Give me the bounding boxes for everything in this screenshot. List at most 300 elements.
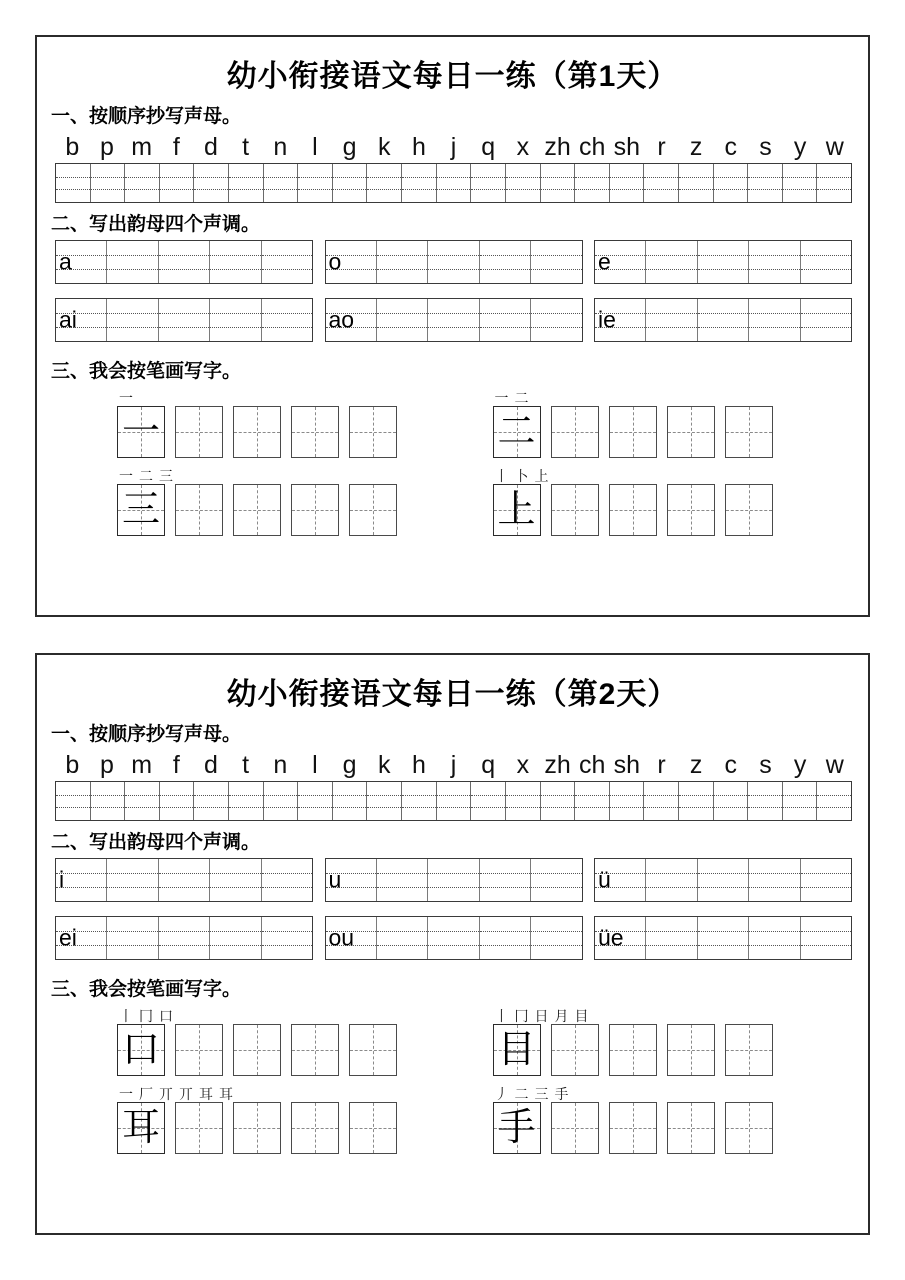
stroke-order-hints [493,464,869,484]
pinyin-write-cell[interactable] [160,164,195,202]
vowel-write-cell[interactable] [698,299,749,341]
tianzige-box[interactable] [349,484,397,536]
model-character: 上 [497,489,536,531]
vowel-group[interactable] [55,240,313,284]
section-heading-2: 二、写出韵母四个声调。 [51,214,261,235]
pinyin-write-cell[interactable] [817,164,851,202]
initial-letter: k [377,751,391,779]
vowel-label: a [59,248,72,275]
initial-letter: m [131,133,153,161]
pinyin-write-cell[interactable] [714,782,749,820]
model-character: 二 [497,411,536,453]
section-heading-3: 三、我会按笔画写字。 [51,361,242,382]
tianzige-box[interactable] [117,1024,165,1076]
tianzige-box[interactable] [291,1102,339,1154]
vowel-label: ü [598,866,611,893]
initial-letter: g [342,751,357,779]
vowel-write-cell[interactable] [595,917,646,959]
stroke-order-step: 丨 [494,1008,509,1024]
tianzige-box[interactable] [117,1102,165,1154]
tianzige-box-set [117,406,493,458]
pinyin-four-line-grid[interactable] [55,781,852,821]
tianzige-box[interactable] [667,484,715,536]
pinyin-write-cell[interactable] [541,782,576,820]
vowel-write-cell[interactable] [428,299,479,341]
initial-letter: m [131,751,153,779]
initials-letter-row [55,131,852,161]
pinyin-write-cell[interactable] [471,164,506,202]
pinyin-write-cell[interactable] [333,164,368,202]
character-row [37,386,868,458]
vowel-write-cell[interactable] [531,241,581,283]
vowel-write-cell[interactable] [428,859,479,901]
tianzige-box[interactable] [291,406,339,458]
pinyin-four-line-grid[interactable] [55,163,852,203]
vowel-group[interactable] [55,298,313,342]
stroke-order-hints [117,1082,493,1102]
character-group [117,1004,493,1076]
initial-letter: n [273,751,288,779]
vowel-group[interactable] [594,298,852,342]
tianzige-box[interactable] [233,406,281,458]
pinyin-write-cell[interactable] [541,164,576,202]
vowel-label: e [598,248,611,275]
character-practice-area [37,386,868,536]
character-group [493,1082,869,1154]
character-row [37,1082,868,1154]
pinyin-write-cell[interactable] [402,164,437,202]
stroke-order-step: 二 [139,468,153,484]
section-heading-1: 一、按顺序抄写声母。 [51,724,242,745]
vowel-group[interactable] [594,858,852,902]
stroke-order-step: 一 [119,390,133,406]
initial-letter: f [172,133,180,161]
vowel-write-cell[interactable] [326,299,377,341]
pinyin-write-cell[interactable] [610,782,645,820]
stroke-order-step: 日 [534,1008,549,1024]
tianzige-box[interactable] [725,1102,773,1154]
initial-letter: y [793,751,807,779]
worksheet-page-day2 [35,653,870,1235]
vowel-write-cell[interactable] [107,299,158,341]
initial-letter: p [100,133,114,161]
tianzige-box[interactable] [291,1024,339,1076]
initial-letter: s [759,751,772,779]
initial-letter: zh [544,751,571,779]
tianzige-box[interactable] [609,484,657,536]
pinyin-write-cell[interactable] [91,164,126,202]
model-character: 耳 [121,1107,160,1149]
tianzige-box-set [117,484,493,536]
pinyin-write-cell[interactable] [56,782,91,820]
stroke-order-step: 丌 [159,1086,173,1102]
initial-letter: j [450,751,457,779]
vowel-label: ai [59,306,77,333]
initial-letter: x [516,751,530,779]
vowel-practice-area [55,858,852,960]
tianzige-box[interactable] [349,406,397,458]
stroke-order-step: 丨 [494,468,509,484]
vowel-write-cell[interactable] [480,917,531,959]
stroke-order-step: 丨 [119,1008,133,1024]
stroke-order-step: 二 [514,390,529,406]
pinyin-write-cell[interactable] [575,164,610,202]
vowel-write-cell[interactable] [801,859,851,901]
stroke-order-step: 丌 [179,1086,193,1102]
initial-letter: h [411,133,426,161]
vowel-group[interactable] [325,916,583,960]
initial-letter: p [100,751,114,779]
initial-letter: l [312,133,318,161]
vowel-write-cell[interactable] [210,299,261,341]
pinyin-write-cell[interactable] [229,782,264,820]
stroke-order-step: 手 [554,1086,569,1102]
tianzige-box[interactable] [233,1024,281,1076]
pinyin-write-cell[interactable] [91,782,126,820]
vowel-write-cell[interactable] [698,241,749,283]
initial-letter: k [377,133,391,161]
vowel-write-cell[interactable] [107,241,158,283]
stroke-order-step: 一 [119,468,133,484]
tianzige-box[interactable] [667,1024,715,1076]
worksheet-title: 幼小衔接语文每日一练（第2天） [226,678,679,711]
stroke-order-step: 耳 [219,1086,233,1102]
initial-letter: x [516,133,530,161]
stroke-order-hints [117,464,493,484]
tianzige-box[interactable] [175,1024,223,1076]
vowel-write-cell[interactable] [646,859,697,901]
stroke-order-step: 目 [574,1008,589,1024]
vowel-row [55,240,852,284]
vowel-write-cell[interactable] [262,859,312,901]
tianzige-box[interactable] [551,406,599,458]
pinyin-write-cell[interactable] [575,782,610,820]
stroke-order-step: 耳 [199,1086,213,1102]
character-group [117,464,493,536]
character-group [117,386,493,458]
pinyin-write-cell[interactable] [748,782,783,820]
vowel-group[interactable] [594,240,852,284]
vowel-write-cell[interactable] [749,299,800,341]
character-row [37,464,868,536]
vowel-write-cell[interactable] [262,917,312,959]
stroke-order-hints [493,386,869,406]
initial-letter: t [242,751,250,779]
initial-letter: c [724,133,738,161]
tianzige-box[interactable] [609,406,657,458]
model-character: 口 [121,1029,160,1071]
pinyin-write-cell[interactable] [644,782,679,820]
stroke-order-step: 一 [494,390,509,406]
vowel-write-cell[interactable] [531,917,581,959]
character-group [493,1004,869,1076]
initial-letter: c [724,751,738,779]
stroke-order-step: 口 [159,1008,173,1024]
initial-letter: r [657,133,666,161]
vowel-write-cell[interactable] [377,859,428,901]
vowel-row [55,298,852,342]
tianzige-box[interactable] [349,1024,397,1076]
vowel-group[interactable] [325,240,583,284]
vowel-group[interactable] [594,916,852,960]
tianzige-box-set [493,1102,869,1154]
section-heading-3: 三、我会按笔画写字。 [51,979,242,1000]
tianzige-box[interactable] [175,1102,223,1154]
tianzige-box[interactable] [609,1024,657,1076]
initial-letter: q [481,751,496,779]
tianzige-box[interactable] [349,1102,397,1154]
character-group [493,386,869,458]
vowel-write-cell[interactable] [107,859,158,901]
vowel-write-cell[interactable] [801,241,851,283]
stroke-order-step: 上 [534,468,549,484]
worksheet-page-day1 [35,35,870,617]
tianzige-box[interactable] [493,406,541,458]
section-heading-1: 一、按顺序抄写声母。 [51,106,242,127]
vowel-write-cell[interactable] [377,917,428,959]
initials-letter-row [55,749,852,779]
pinyin-write-cell[interactable] [367,164,402,202]
vowel-write-cell[interactable] [646,917,697,959]
vowel-write-cell[interactable] [377,299,428,341]
vowel-label: ou [328,924,355,951]
vowel-group[interactable] [55,858,313,902]
vowel-write-cell[interactable] [531,859,581,901]
initial-letter: d [204,751,218,779]
tianzige-box[interactable] [291,484,339,536]
pinyin-write-cell[interactable] [367,782,402,820]
vowel-write-cell[interactable] [749,859,800,901]
vowel-write-cell[interactable] [646,241,697,283]
pinyin-write-cell[interactable] [437,782,472,820]
pinyin-write-cell[interactable] [229,164,264,202]
vowel-write-cell[interactable] [749,917,800,959]
stroke-order-hints [117,386,493,406]
pinyin-write-cell[interactable] [264,164,299,202]
initial-letter: j [450,133,457,161]
initial-letter: q [481,133,496,161]
vowel-write-cell[interactable] [210,917,261,959]
stroke-order-hints [493,1082,869,1102]
vowel-write-cell[interactable] [801,917,851,959]
tianzige-box[interactable] [175,484,223,536]
tianzige-box[interactable] [725,484,773,536]
pinyin-write-cell[interactable] [506,782,541,820]
pinyin-write-cell[interactable] [160,782,195,820]
tianzige-box[interactable] [117,484,165,536]
tianzige-box[interactable] [667,1102,715,1154]
vowel-write-cell[interactable] [326,859,377,901]
pinyin-write-cell[interactable] [264,782,299,820]
vowel-write-cell[interactable] [262,241,312,283]
pinyin-write-cell[interactable] [679,164,714,202]
pinyin-write-cell[interactable] [437,164,472,202]
stroke-order-step: 冂 [139,1008,153,1024]
vowel-group[interactable] [325,858,583,902]
vowel-write-cell[interactable] [531,299,581,341]
vowel-group[interactable] [325,298,583,342]
initial-letter: ch [578,751,606,779]
vowel-write-cell[interactable] [428,241,479,283]
section-heading-2: 二、写出韵母四个声调。 [51,832,261,853]
stroke-order-step: 二 [514,1086,529,1102]
initial-letter: h [411,751,426,779]
initial-letter: f [172,751,180,779]
vowel-group[interactable] [55,916,313,960]
tianzige-box[interactable] [117,406,165,458]
tianzige-box-set [493,1024,869,1076]
model-character: 手 [497,1107,536,1149]
initial-letter: r [657,751,666,779]
character-group [493,464,869,536]
vowel-write-cell[interactable] [698,917,749,959]
tianzige-box[interactable] [725,1024,773,1076]
vowel-write-cell[interactable] [480,241,531,283]
initial-letter: n [273,133,288,161]
worksheet-title: 幼小衔接语文每日一练（第1天） [226,60,679,93]
initial-letter: w [825,133,844,161]
tianzige-box[interactable] [551,1024,599,1076]
model-character: 一 [121,411,160,453]
model-character: 三 [121,489,160,531]
tianzige-box[interactable] [493,1102,541,1154]
stroke-order-step: 一 [119,1086,133,1102]
tianzige-box[interactable] [551,1102,599,1154]
pinyin-write-cell[interactable] [333,782,368,820]
vowel-label: ei [59,924,77,951]
vowel-write-cell[interactable] [428,917,479,959]
tianzige-box[interactable] [233,484,281,536]
vowel-write-cell[interactable] [56,241,107,283]
initial-letter: b [65,133,80,161]
pinyin-write-cell[interactable] [125,164,160,202]
pinyin-write-cell[interactable] [506,164,541,202]
vowel-label: ie [598,306,616,333]
character-practice-area [37,1004,868,1154]
pinyin-write-cell[interactable] [679,782,714,820]
initial-letter: s [759,133,772,161]
model-character: 目 [497,1029,536,1071]
tianzige-box[interactable] [667,406,715,458]
stroke-order-step: 月 [554,1008,569,1024]
character-row [37,1004,868,1076]
tianzige-box-set [117,1024,493,1076]
pinyin-write-cell[interactable] [748,164,783,202]
pinyin-write-cell[interactable] [194,164,229,202]
vowel-label: u [328,866,342,893]
vowel-row [55,916,852,960]
vowel-label: o [328,248,342,275]
initial-letter: t [242,133,250,161]
vowel-write-cell[interactable] [377,241,428,283]
vowel-row [55,858,852,902]
pinyin-write-cell[interactable] [471,782,506,820]
vowel-label: i [59,866,65,893]
tianzige-box[interactable] [233,1102,281,1154]
vowel-write-cell[interactable] [595,241,646,283]
initial-letter: g [342,133,357,161]
vowel-write-cell[interactable] [107,917,158,959]
vowel-write-cell[interactable] [595,299,646,341]
pinyin-write-cell[interactable] [125,782,160,820]
tianzige-box[interactable] [609,1102,657,1154]
initial-letter: w [825,751,844,779]
tianzige-box[interactable] [493,1024,541,1076]
vowel-write-cell[interactable] [646,299,697,341]
initial-letter: ch [578,133,606,161]
vowel-write-cell[interactable] [159,299,210,341]
vowel-practice-area [55,240,852,342]
character-group [117,1082,493,1154]
vowel-write-cell[interactable] [262,299,312,341]
vowel-write-cell[interactable] [210,241,261,283]
initial-letter: zh [544,133,571,161]
vowel-write-cell[interactable] [480,859,531,901]
vowel-write-cell[interactable] [56,917,107,959]
pinyin-write-cell[interactable] [56,164,91,202]
vowel-write-cell[interactable] [159,917,210,959]
tianzige-box[interactable] [725,406,773,458]
stroke-order-hints [117,1004,493,1024]
tianzige-box-set [493,406,869,458]
pinyin-write-cell[interactable] [714,164,749,202]
vowel-write-cell[interactable] [749,241,800,283]
tianzige-box-set [117,1102,493,1154]
stroke-order-step: 厂 [139,1086,153,1102]
stroke-order-step: 卜 [514,468,529,484]
vowel-write-cell[interactable] [801,299,851,341]
tianzige-box[interactable] [493,484,541,536]
vowel-write-cell[interactable] [480,299,531,341]
vowel-write-cell[interactable] [326,241,377,283]
tianzige-box[interactable] [551,484,599,536]
stroke-order-step: 三 [159,468,173,484]
vowel-write-cell[interactable] [698,859,749,901]
vowel-write-cell[interactable] [210,859,261,901]
vowel-label: ao [328,306,355,333]
stroke-order-hints [493,1004,869,1024]
vowel-write-cell[interactable] [56,299,107,341]
vowel-write-cell[interactable] [159,241,210,283]
pinyin-write-cell[interactable] [194,782,229,820]
initial-letter: b [65,751,80,779]
pinyin-write-cell[interactable] [402,782,437,820]
pinyin-write-cell[interactable] [298,782,333,820]
tianzige-box[interactable] [175,406,223,458]
stroke-order-step: 三 [534,1086,549,1102]
initial-letter: sh [613,751,641,779]
vowel-write-cell[interactable] [56,859,107,901]
vowel-write-cell[interactable] [595,859,646,901]
pinyin-write-cell[interactable] [298,164,333,202]
initial-letter: y [793,133,807,161]
pinyin-write-cell[interactable] [644,164,679,202]
vowel-write-cell[interactable] [159,859,210,901]
stroke-order-step: 丿 [494,1086,509,1102]
initial-letter: d [204,133,218,161]
pinyin-write-cell[interactable] [783,164,818,202]
pinyin-write-cell[interactable] [817,782,851,820]
initial-letter: z [689,133,703,161]
pinyin-write-cell[interactable] [783,782,818,820]
pinyin-write-cell[interactable] [610,164,645,202]
tianzige-box-set [493,484,869,536]
vowel-write-cell[interactable] [326,917,377,959]
stroke-order-step: 冂 [514,1008,529,1024]
vowel-label: üe [598,924,624,951]
initial-letter: l [312,751,318,779]
initial-letter: z [689,751,703,779]
